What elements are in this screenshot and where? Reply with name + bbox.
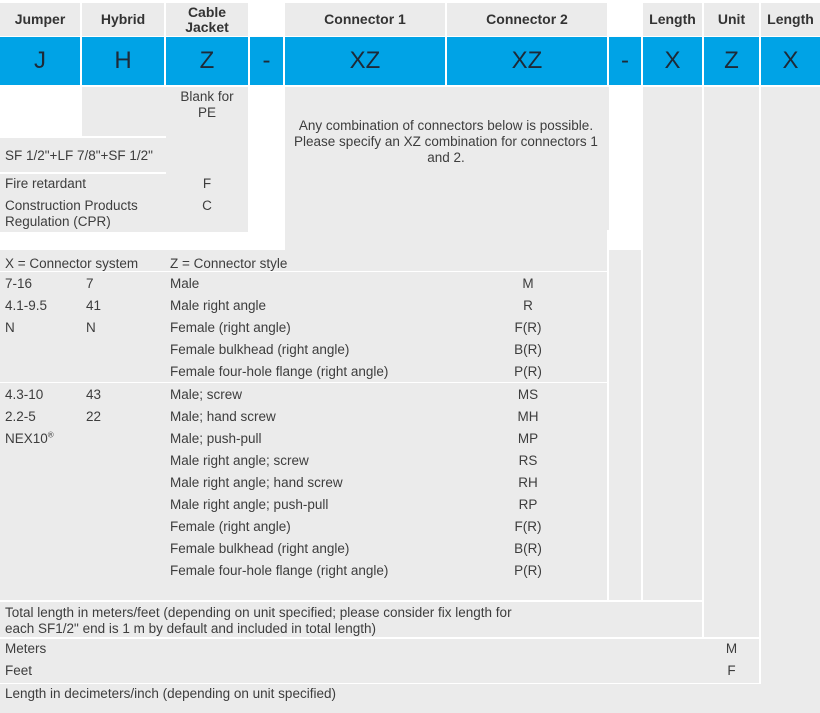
style-code: F(R) [514, 519, 542, 534]
divider [609, 582, 641, 600]
code-jumper: J [0, 37, 80, 85]
header-connector-1: Connector 1 [285, 3, 445, 36]
jacket-row-label: Fire retardant [5, 176, 87, 191]
style-code: RS [518, 453, 538, 468]
code-connector-1: XZ [285, 37, 445, 85]
header-cable-jacket: Cable Jacket [166, 3, 248, 36]
connector-upper-fill [285, 230, 641, 252]
style-code: F(R) [514, 320, 542, 335]
registered-mark: ® [47, 430, 54, 440]
hybrid-type-label: SF 1/2"+LF 7/8"+SF 1/2" [5, 148, 153, 163]
code-hybrid: H [82, 37, 164, 85]
connector-note: Any combination of connectors below is possible. Please specify an XZ combination for connectors 1 and 2. [294, 118, 598, 165]
code-length-2: X [761, 37, 820, 85]
length1-column-bg [643, 87, 702, 600]
divider [0, 382, 609, 383]
code-dash-1: - [250, 37, 283, 85]
style-code: MS [517, 387, 539, 402]
x-header: X = Connector system [5, 256, 139, 271]
style-code: R [523, 298, 533, 313]
divider [607, 582, 609, 600]
divider [607, 230, 609, 582]
header-connector-2: Connector 2 [447, 3, 607, 36]
header-jumper: Jumper [0, 3, 80, 36]
system-name: 4.3-10 [5, 387, 44, 402]
system-name: 4.1-9.5 [5, 298, 48, 313]
code-dash-2: - [609, 37, 641, 85]
system-name: NEX10 [5, 431, 48, 446]
units-rows-bg [0, 639, 759, 683]
style-name: Female four-hole flange (right angle) [170, 364, 389, 379]
style-code: MH [517, 409, 539, 424]
system-name: 7-16 [5, 276, 33, 291]
length-note: Total length in meters/feet (depending on unit specified; please consider fix length for each SF1/2" end is 1 m by default and included in total length) [5, 605, 512, 636]
code-connector-2: XZ [447, 37, 607, 85]
system-code: 43 [86, 387, 102, 402]
system-code: 22 [86, 409, 102, 424]
z-header: Z = Connector style [170, 256, 288, 271]
header-hybrid: Hybrid [82, 3, 164, 36]
header-length-1: Length [643, 3, 702, 36]
header-length-2: Length [761, 3, 820, 36]
jacket-row-code: F [202, 176, 212, 191]
header-unit: Unit [704, 3, 759, 36]
style-code: P(R) [514, 563, 542, 578]
unit-code: M [725, 641, 738, 656]
system-code: N [86, 320, 96, 335]
code-length-1: X [643, 37, 702, 85]
style-name: Male right angle; hand screw [170, 475, 343, 490]
style-code: M [522, 276, 534, 291]
unit-name: Meters [5, 641, 47, 656]
length-dm-note: Length in decimeters/inch (depending on unit specified) [5, 686, 336, 701]
style-code: B(R) [514, 342, 542, 357]
unit-column-bg [704, 87, 759, 637]
style-name: Male right angle [170, 298, 267, 313]
style-name: Female (right angle) [170, 320, 291, 335]
style-name: Male; hand screw [170, 409, 276, 424]
style-name: Male; push-pull [170, 431, 262, 446]
style-code: P(R) [514, 364, 542, 379]
system-code: 7 [86, 276, 94, 291]
style-name: Male right angle; screw [170, 453, 309, 468]
style-name: Male [170, 276, 200, 291]
style-name: Female bulkhead (right angle) [170, 342, 350, 357]
jacket-row-label: Construction Products Regulation (CPR) [5, 198, 138, 229]
hybrid-column-bg [82, 87, 166, 136]
unit-code: F [727, 663, 736, 678]
style-name: Male; screw [170, 387, 243, 402]
code-unit: Z [704, 37, 759, 85]
length2-column-bg [761, 87, 820, 713]
blank-pe-label: Blank for PE [180, 89, 234, 120]
unit-name: Feet [5, 663, 33, 678]
system-name: N [5, 320, 15, 335]
system-code: 41 [86, 298, 102, 313]
style-name: Male right angle; push-pull [170, 497, 329, 512]
style-code: RH [518, 475, 538, 490]
style-code: MP [517, 431, 539, 446]
jacket-row-code: C [202, 198, 212, 213]
style-code: RP [518, 497, 538, 512]
style-name: Female (right angle) [170, 519, 291, 534]
system-name: 2.2-5 [5, 409, 36, 424]
system-name-nex10 [5, 431, 54, 447]
style-name: Female four-hole flange (right angle) [170, 563, 389, 578]
code-cable-jacket: Z [166, 37, 248, 85]
divider [609, 87, 641, 250]
style-name: Female bulkhead (right angle) [170, 541, 350, 556]
style-code: B(R) [514, 541, 542, 556]
